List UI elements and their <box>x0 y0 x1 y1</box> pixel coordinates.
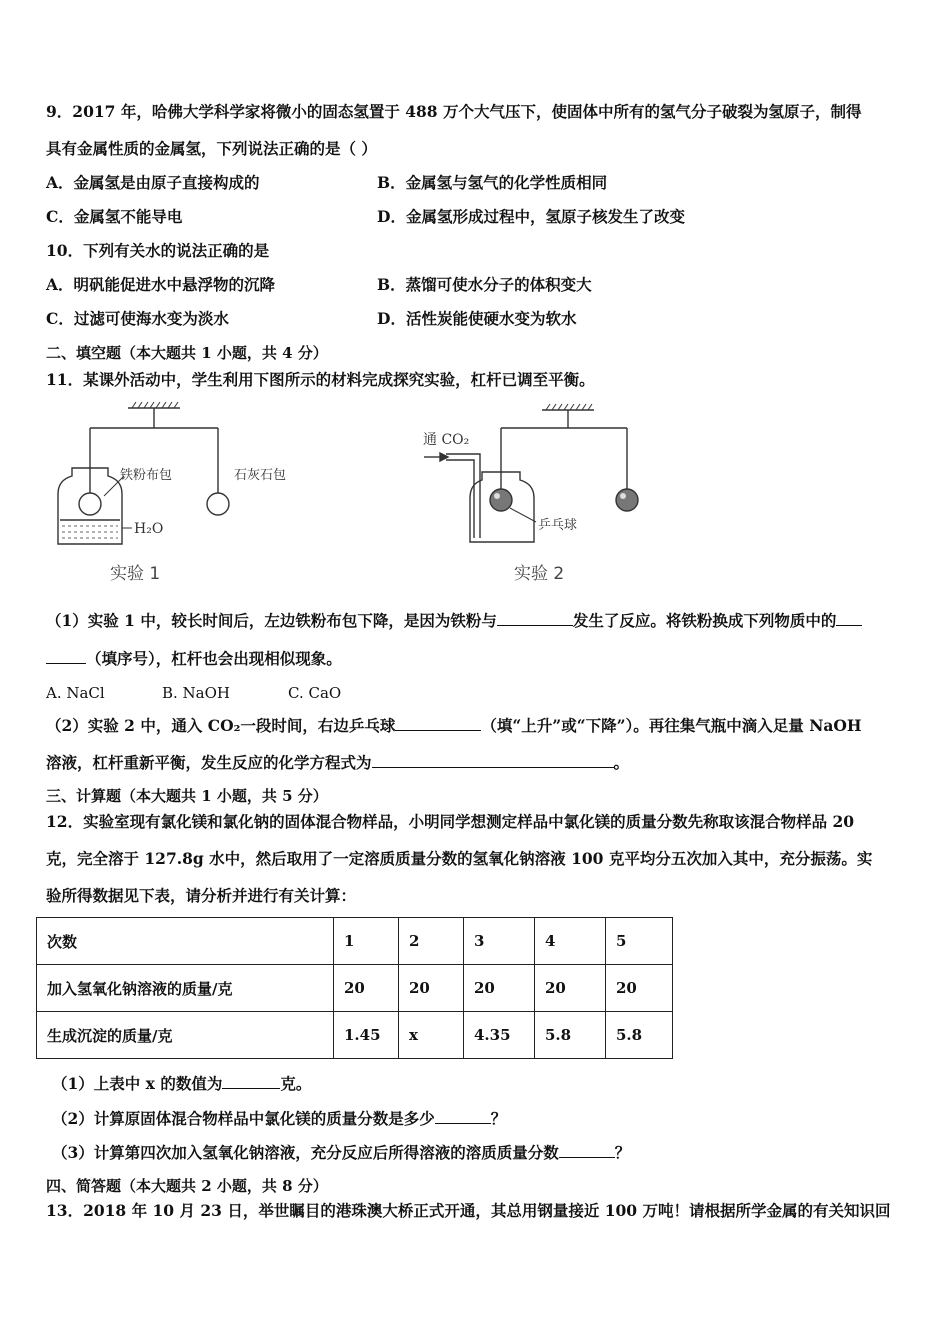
answer-blank-4[interactable] <box>372 752 614 768</box>
table-cell: 20 <box>464 965 535 1012</box>
section-heading-fill-in: 二、填空题（本大题共 1 小题，共 4 分） <box>46 344 328 362</box>
table-cell: x <box>399 1012 464 1059</box>
q13-stem-line1: 13．2018 年 10 月 23 日，举世瞩目的港珠澳大桥正式开通，其总用钢量接近 100 万吨！请根据所学金属的有关知识回 <box>46 1201 891 1220</box>
q12-stem-line2: 克，完全溶于 127.8g 水中，然后取用了一定溶质质量分数的氢氧化钠溶液 100 克平均分五次加入其中，充分振荡。实 <box>46 849 873 868</box>
answer-blank-1[interactable] <box>497 610 573 626</box>
answer-blank-2a[interactable] <box>836 610 862 626</box>
caption-experiment-1: 实验 1 <box>110 564 161 584</box>
hatch-marks-1 <box>132 402 178 408</box>
answer-blank-5[interactable] <box>222 1073 280 1089</box>
q10-option-d: D．活性炭能使硬水变为软水 <box>377 309 577 328</box>
ping-pong-ball-right <box>616 489 638 511</box>
table-cell: 4 <box>535 918 606 965</box>
water-lines <box>62 526 118 538</box>
table-cell: 5.8 <box>535 1012 606 1059</box>
q11-option-a: A. NaCl <box>46 684 105 702</box>
ball-pointer <box>510 508 536 522</box>
label-co2: 通 CO₂ <box>423 432 470 448</box>
table-cell: 20 <box>606 965 673 1012</box>
answer-blank-2b[interactable] <box>46 648 86 664</box>
table-cell: 20 <box>334 965 399 1012</box>
section-heading-calculation: 三、计算题（本大题共 1 小题，共 5 分） <box>46 787 328 805</box>
table-cell: 5.8 <box>606 1012 673 1059</box>
ball-highlight-right <box>620 493 626 499</box>
table-row <box>37 1012 673 1059</box>
q11-stem: 11．某课外活动中，学生利用下图所示的材料完成探究实验，杠杆已调至平衡。 <box>46 370 595 389</box>
q12-sub2: （2）计算原固体混合物样品中氯化镁的质量分数是多少 ？ <box>52 1109 507 1128</box>
table-cell: 3 <box>464 918 535 965</box>
q12-stem-line3: 验所得数据见下表，请分析并进行有关计算： <box>46 886 357 905</box>
label-ping-pong: 乒乓球 <box>538 518 578 533</box>
q12-stem-line1: 12．实验室现有氯化镁和氯化钠的固体混合物样品，小明同学想测定样品中氯化镁的质量分数先称取该混合物样品 20 <box>46 812 855 831</box>
label-limestone-bag: 石灰石包 <box>234 468 287 483</box>
q12-sub1: （1）上表中 x 的数值为 克。 <box>52 1074 312 1093</box>
q10-option-b: B．蒸馏可使水分子的体积变大 <box>377 275 592 294</box>
label-water: H₂O <box>134 521 164 537</box>
caption-experiment-2: 实验 2 <box>514 564 565 584</box>
hatch-marks-2 <box>546 404 592 410</box>
table-cell: 次数 <box>37 918 334 965</box>
q10-option-a: A．明矾能促进水中悬浮物的沉降 <box>46 275 276 294</box>
data-table <box>36 917 673 1059</box>
q11-part2-line2: 溶液，杠杆重新平衡，发生反应的化学方程式为 。 <box>46 753 630 772</box>
limestone-bag <box>207 493 229 515</box>
q11-option-c: C. CaO <box>288 684 342 702</box>
section-heading-short-answer: 四、简答题（本大题共 2 小题，共 8 分） <box>46 1177 328 1195</box>
q9-stem-line1: 9．2017 年，哈佛大学科学家将微小的固态氢置于 488 万个大气压下，使固体中所有的氢气分子破裂为氢原子，制得 <box>46 102 862 121</box>
q11-part1-line1: （1）实验 1 中，较长时间后，左边铁粉布包下降，是因为铁粉与 发生了反应。将铁粉换成下列物质中的 <box>46 610 862 631</box>
q11-option-b: B. NaOH <box>162 684 231 702</box>
table-cell: 2 <box>399 918 464 965</box>
q11-part1-line2: （填序号），杠杆也会出现相似现象。 <box>46 648 342 669</box>
q9-option-c: C．金属氢不能导电 <box>46 207 183 226</box>
table-cell: 5 <box>606 918 673 965</box>
label-iron-bag: 铁粉布包 <box>120 468 173 483</box>
q11-part2-line1: （2）实验 2 中，通入 CO₂一段时间，右边乒乓球 （填“上升”或“下降”）。再往集气瓶中滴入足量 NaOH <box>46 716 862 735</box>
q9-option-b: B．金属氢与氢气的化学性质相同 <box>377 173 608 192</box>
table-cell: 20 <box>399 965 464 1012</box>
ping-pong-ball-left <box>490 489 512 511</box>
q10-option-c: C．过滤可使海水变为淡水 <box>46 309 229 328</box>
table-row <box>37 918 673 965</box>
answer-blank-6[interactable] <box>435 1108 491 1124</box>
q9-stem-line2: 具有金属性质的金属氢，下列说法正确的是（ ） <box>46 139 377 158</box>
q10-stem: 10．下列有关水的说法正确的是 <box>46 241 270 260</box>
experiment-figure <box>50 398 650 593</box>
q9-option-d: D．金属氢形成过程中，氢原子核发生了改变 <box>377 207 685 226</box>
table-cell: 1 <box>334 918 399 965</box>
table-cell: 4.35 <box>464 1012 535 1059</box>
table-row <box>37 965 673 1012</box>
q9-option-a: A．金属氢是由原子直接构成的 <box>46 173 260 192</box>
table-cell: 加入氢氧化钠溶液的质量/克 <box>37 965 334 1012</box>
table-cell: 1.45 <box>334 1012 399 1059</box>
table-cell: 20 <box>535 965 606 1012</box>
gas-inlet-tube-outer <box>446 454 480 538</box>
answer-blank-7[interactable] <box>559 1142 615 1158</box>
q12-sub3: （3）计算第四次加入氢氧化钠溶液，充分反应后所得溶液的溶质质量分数 ？ <box>52 1143 631 1162</box>
table-cell: 生成沉淀的质量/克 <box>37 1012 334 1059</box>
iron-powder-bag <box>79 493 101 515</box>
ball-highlight-left <box>494 493 500 499</box>
answer-blank-3[interactable] <box>395 715 481 731</box>
